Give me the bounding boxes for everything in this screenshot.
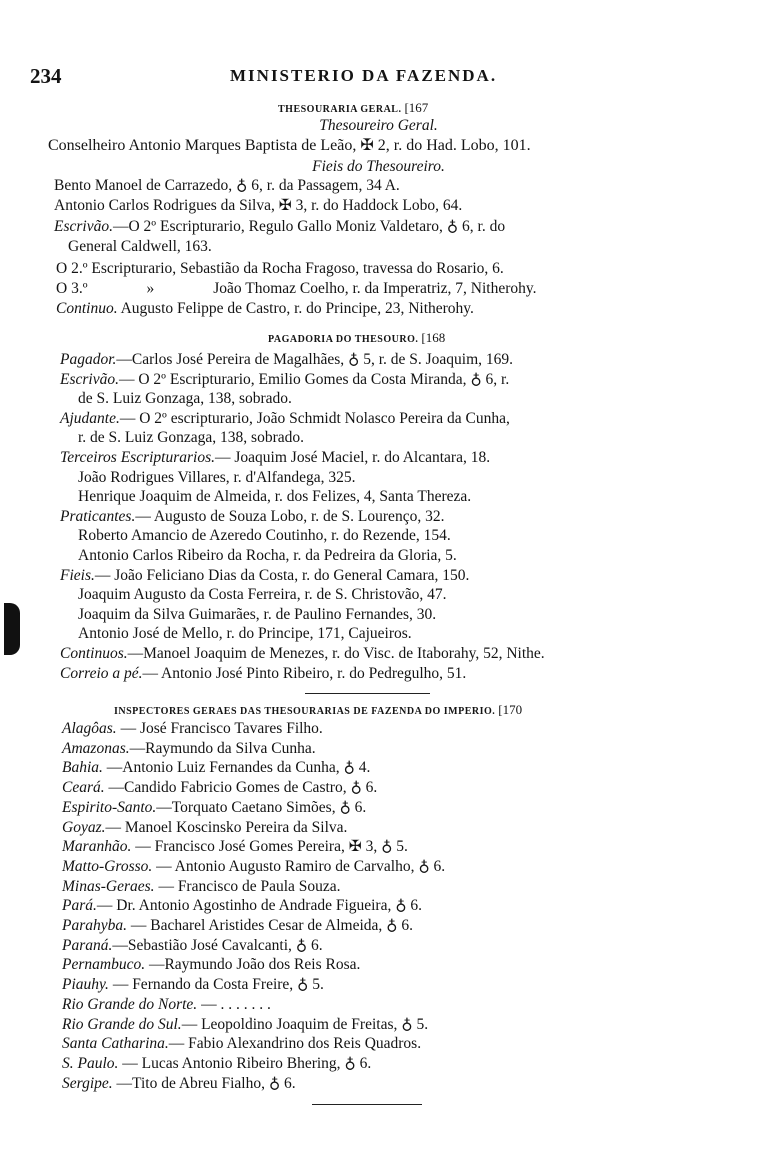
subtitle-fieis: Fieis do Thesoureiro. — [312, 158, 445, 175]
entry-text: Roberto Amancio de Azeredo Coutinho, r. do Rezende, 154. — [78, 527, 451, 545]
section-number: [168 — [421, 330, 446, 345]
entry-escrivao-cont: General Caldwell, 163. — [68, 238, 212, 255]
pag-entry — [78, 488, 471, 506]
pag-entry — [60, 567, 469, 585]
entry-label: Rio Grande do Sul. — [62, 1015, 182, 1033]
entry-text: —Tito de Abreu Fialho, ♁ 6. — [112, 1074, 296, 1092]
divider-bottom — [312, 1104, 422, 1105]
insp-entry — [62, 779, 377, 797]
entry-fiel-1: Bento Manoel de Carrazedo, ♁ 6, r. da Passagem, 34 A. — [54, 177, 400, 194]
entry-text: — Manoel Koscinsko Pereira da Silva. — [105, 818, 348, 836]
divider — [305, 693, 430, 694]
entry-text: — José Francisco Tavares Filho. — [116, 720, 323, 737]
entry-text: Antonio Carlos Ribeiro da Rocha, r. da Pedreira da Gloria, 5. — [78, 547, 457, 564]
pag-entry — [60, 665, 466, 683]
entry-text: —O 2º Escripturario, Regulo Gallo Moniz Valdetaro, ♁ 6, r. do — [112, 218, 506, 235]
insp-entry — [62, 956, 360, 974]
entry-label: Amazonas. — [62, 739, 130, 757]
entry-text: Joaquim Augusto da Costa Ferreira, r. de S. Christovão, 47. — [78, 586, 447, 604]
pag-entry — [78, 390, 292, 408]
subtitle-thesoureiro: Thesoureiro Geral. — [319, 117, 438, 134]
insp-entry — [62, 819, 347, 837]
entry-label: Minas-Geraes. — [62, 877, 155, 895]
entry-label: Pernambuco. — [62, 956, 146, 974]
entry-label: Paraná. — [62, 936, 113, 954]
pag-entry — [78, 625, 412, 643]
entry-label: Escrivão. — [60, 370, 119, 388]
entry-text: —Candido Fabricio Gomes de Castro, ♁ 6. — [104, 779, 378, 797]
entry-label: Escrivão. — [54, 218, 113, 235]
entry-text: —Sebastião José Cavalcanti, ♁ 6. — [112, 936, 323, 954]
insp-entry — [62, 1055, 371, 1073]
entry-label: Goyaz. — [62, 818, 106, 836]
section-number: [167 — [404, 100, 429, 115]
insp-entry — [62, 1035, 421, 1053]
pag-entry — [78, 606, 436, 624]
section-title: PAGADORIA DO THESOURO. — [268, 334, 419, 345]
entry-text: João Thomaz Coelho, r. da Imperatriz, 7, Nitherohy. — [213, 280, 537, 297]
page-header — [30, 64, 690, 90]
insp-entry — [62, 937, 323, 955]
insp-entry — [62, 897, 422, 915]
entry-label: Correio a pé. — [60, 664, 143, 682]
entry-label: Ajudante. — [60, 409, 120, 427]
entry-text: — Augusto de Souza Lobo, r. de S. Lourenço, 32. — [135, 507, 445, 525]
pag-entry — [78, 469, 356, 487]
insp-entry — [62, 1075, 296, 1093]
entry-text: — Joaquim José Maciel, r. do Alcantara, 18. — [215, 449, 491, 466]
entry-label: Espirito-Santo. — [62, 798, 157, 816]
entry-prefix: O 3.º — [56, 280, 88, 297]
insp-entry — [62, 1016, 428, 1034]
entry-label: Parahyba. — [62, 917, 128, 934]
entry-text: Antonio José de Mello, r. do Principe, 171, Cajueiros. — [78, 625, 412, 643]
ditto-mark: » — [146, 280, 155, 297]
entry-text: — Francisco de Paula Souza. — [154, 877, 341, 895]
entry-text: —Carlos José Pereira de Magalhães, ♁ 5, r. de S. Joaquim, 169. — [116, 351, 514, 368]
entry-label: Ceará. — [62, 779, 105, 797]
entry-text: —Antonio Luiz Fernandes da Cunha, ♁ 4. — [102, 759, 371, 777]
entry-text: — Antonio Augusto Ramiro de Carvalho, ♁ 6. — [152, 857, 446, 875]
entry-escriturario-2: O 2.º Escripturario, Sebastião da Rocha Fragoso, travessa do Rosario, 6. — [56, 260, 504, 277]
entry-text: — Francisco José Gomes Pereira, ✠ 3, ♁ 5. — [131, 838, 408, 856]
entry-label: S. Paulo. — [62, 1054, 119, 1072]
entry-text: Joaquim da Silva Guimarães, r. de Paulino Fernandes, 30. — [78, 605, 437, 623]
insp-entry — [62, 917, 413, 935]
insp-entry — [62, 996, 271, 1014]
entry-text: João Rodrigues Villares, r. d'Alfandega, 325. — [78, 468, 356, 486]
entry-label: Alagôas. — [62, 720, 117, 737]
insp-entry — [62, 740, 316, 758]
entry-label: Santa Catharina. — [62, 1035, 169, 1053]
entry-label: Continuo. — [56, 300, 118, 317]
section-heading-pagadoria — [268, 330, 445, 346]
entry-text: —Manoel Joaquim de Menezes, r. do Visc. de Itaborahy, 52, Nithe. — [127, 645, 545, 662]
pag-entry — [78, 429, 304, 447]
pag-entry — [60, 508, 444, 526]
entry-label: Piauhy. — [62, 976, 109, 994]
entry-text: — O 2º escripturario, João Schmidt Nolasco Pereira da Cunha, — [119, 409, 510, 427]
entry-thesoureiro: Conselheiro Antonio Marques Baptista de Leão, ✠ 2, r. do Had. Lobo, 101. — [48, 137, 531, 154]
entry-label: Pará. — [62, 897, 97, 915]
pag-entry — [78, 547, 457, 565]
entry-text: de S. Luiz Gonzaga, 138, sobrado. — [78, 390, 292, 408]
entry-text: — Dr. Antonio Agostinho de Andrade Figueira, ♁ 6. — [96, 897, 423, 915]
entry-text: — O 2º Escripturario, Emilio Gomes da Costa Miranda, ♁ 6, r. — [118, 370, 510, 388]
entry-text: —Raymundo João dos Reis Rosa. — [145, 956, 361, 974]
entry-escrivao — [54, 218, 505, 236]
entry-text: — Fabio Alexandrino dos Reis Quadros. — [168, 1035, 422, 1053]
pag-entry — [78, 527, 451, 545]
entry-label: Continuos. — [60, 645, 128, 662]
entry-continuo — [56, 300, 474, 318]
entry-label: Maranhão. — [62, 838, 132, 856]
entry-text: r. de S. Luiz Gonzaga, 138, sobrado. — [78, 429, 304, 447]
insp-entry — [62, 720, 323, 738]
pag-entry — [60, 371, 509, 389]
section-heading-thesouraria — [278, 100, 428, 116]
insp-entry — [62, 858, 445, 876]
entry-label: Praticantes. — [60, 507, 136, 525]
pag-entry — [78, 586, 447, 604]
insp-entry — [62, 838, 408, 856]
entry-text: — Leopoldino Joaquim de Freitas, ♁ 5. — [181, 1015, 429, 1033]
entry-text: Augusto Felippe de Castro, r. do Principe, 23, Nitherohy. — [120, 300, 474, 317]
section-number: [170 — [498, 702, 523, 717]
entry-label: Terceiros Escripturarios. — [60, 449, 216, 466]
insp-entry — [62, 799, 366, 817]
pag-entry — [60, 645, 545, 663]
page-number: 234 — [30, 64, 62, 88]
entry-text: Henrique Joaquim de Almeida, r. dos Felizes, 4, Santa Thereza. — [78, 488, 472, 506]
entry-text: —Torquato Caetano Simões, ♁ 6. — [156, 798, 367, 816]
pag-entry — [60, 410, 510, 428]
insp-entry — [62, 976, 324, 994]
entry-label: Matto-Grosso. — [62, 857, 153, 875]
page-title: MINISTERIO DA FAZENDA. — [230, 66, 498, 85]
entry-text: — Lucas Antonio Ribeiro Bhering, ♁ 6. — [118, 1054, 372, 1072]
insp-entry — [62, 878, 341, 896]
section-heading-inspectores — [114, 702, 522, 718]
entry-label: Rio Grande do Norte. — [62, 995, 198, 1013]
entry-text: — Bacharel Aristides Cesar de Almeida, ♁ 6. — [127, 917, 413, 934]
entry-escriturario-3 — [56, 280, 537, 298]
entry-text: — Fernando da Costa Freire, ♁ 5. — [108, 976, 324, 994]
insp-entry — [62, 759, 370, 777]
pag-entry — [60, 449, 490, 467]
section-title: THESOURARIA GERAL. — [278, 104, 402, 115]
entry-fiel-2: Antonio Carlos Rodrigues da Silva, ✠ 3, r. do Haddock Lobo, 64. — [54, 197, 463, 214]
entry-text: — . . . . . . . — [197, 995, 271, 1013]
entry-label: Pagador. — [60, 351, 117, 368]
entry-text: —Raymundo da Silva Cunha. — [129, 739, 316, 757]
pag-entry — [60, 351, 513, 369]
entry-text: — João Feliciano Dias da Costa, r. do General Camara, 150. — [94, 566, 470, 584]
entry-label: Fieis. — [60, 566, 95, 584]
entry-label: Sergipe. — [62, 1074, 113, 1092]
entry-text: — Antonio José Pinto Ribeiro, r. do Pedregulho, 51. — [142, 664, 467, 682]
margin-mark — [4, 603, 20, 655]
entry-label: Bahia. — [62, 759, 103, 777]
section-title: INSPECTORES GERAES DAS THESOURARIAS DE FAZENDA DO IMPERIO. — [114, 706, 496, 717]
